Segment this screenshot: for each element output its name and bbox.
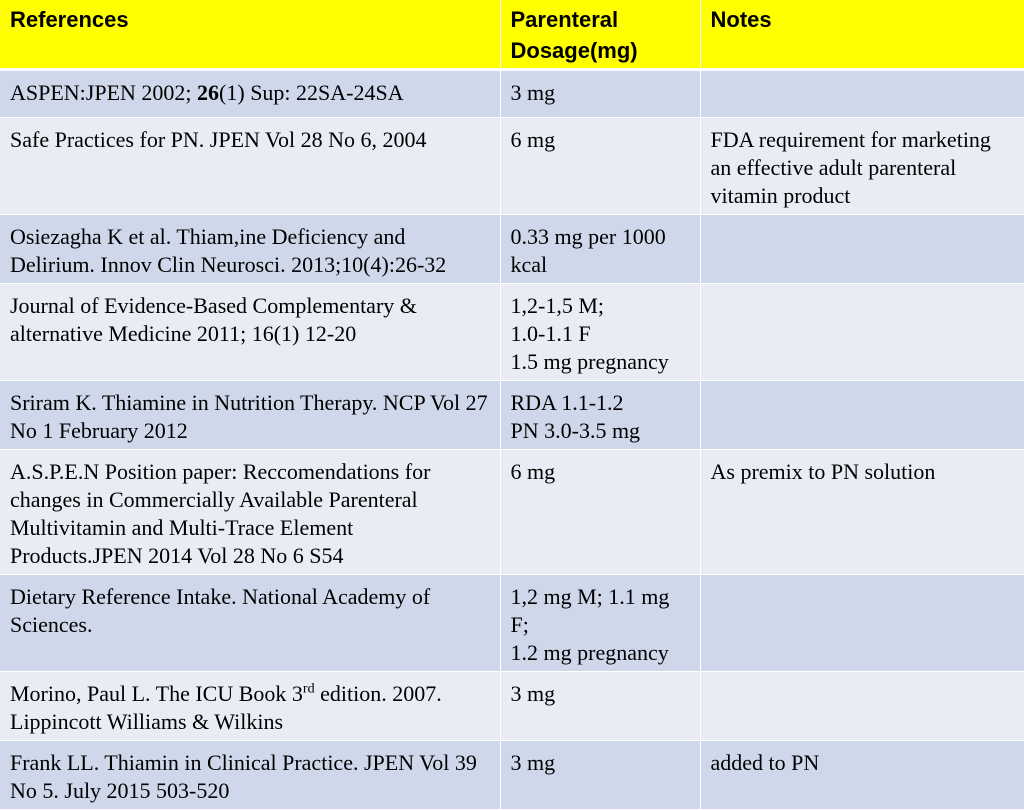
notes-cell — [700, 381, 1024, 450]
notes-cell: added to PN — [700, 741, 1024, 810]
notes-cell — [700, 70, 1024, 118]
table-row — [0, 70, 1024, 118]
reference-cell: Sriram K. Thiamine in Nutrition Therapy. NCP Vol 27 No 1 February 2012 — [0, 381, 500, 450]
dosage-cell: 6 mg — [500, 450, 700, 575]
dosage-cell: 3 mg — [500, 70, 700, 118]
reference-cell: Frank LL. Thiamin in Clinical Practice. JPEN Vol 39 No 5. July 2015 503-520 — [0, 741, 500, 810]
dosage-cell: 3 mg — [500, 672, 700, 741]
notes-cell — [700, 215, 1024, 284]
dosage-cell: 3 mg — [500, 741, 700, 810]
dosage-cell: 0.33 mg per 1000 kcal — [500, 215, 700, 284]
notes-cell — [700, 575, 1024, 672]
table-row — [0, 215, 1024, 284]
reference-cell: Dietary Reference Intake. National Academy of Sciences. — [0, 575, 500, 672]
dosage-cell: 6 mg — [500, 118, 700, 215]
header-references: References — [0, 0, 500, 70]
header-notes: Notes — [700, 0, 1024, 70]
reference-cell: Morino, Paul L. The ICU Book 3rd edition. 2007. Lippincott Williams & Wilkins — [0, 672, 500, 741]
notes-cell: As premix to PN solution — [700, 450, 1024, 575]
dosage-cell: 1,2-1,5 M; 1.0-1.1 F 1.5 mg pregnancy — [500, 284, 700, 381]
header-row — [0, 0, 1024, 70]
reference-cell: A.S.P.E.N Position paper: Reccomendations for changes in Commercially Available Parenteral Multivitamin and Multi-Trace Element Products.JPEN 2014 Vol 28 No 6 S54 — [0, 450, 500, 575]
table-row — [0, 672, 1024, 741]
table-row — [0, 284, 1024, 381]
reference-cell: ASPEN:JPEN 2002; 26(1) Sup: 22SA-24SA — [0, 70, 500, 118]
dosage-cell: 1,2 mg M; 1.1 mg F; 1.2 mg pregnancy — [500, 575, 700, 672]
notes-cell: FDA requirement for marketing an effective adult parenteral vitamin product — [700, 118, 1024, 215]
table-row — [0, 741, 1024, 810]
dosage-cell: RDA 1.1-1.2 PN 3.0-3.5 mg — [500, 381, 700, 450]
reference-cell: Osiezagha K et al. Thiam,ine Deficiency and Delirium. Innov Clin Neurosci. 2013;10(4):26-32 — [0, 215, 500, 284]
notes-cell — [700, 672, 1024, 741]
reference-cell: Journal of Evidence-Based Complementary & alternative Medicine 2011; 16(1) 12-20 — [0, 284, 500, 381]
table-row — [0, 118, 1024, 215]
superscript: rd — [302, 681, 315, 697]
notes-cell — [700, 284, 1024, 381]
table-row — [0, 450, 1024, 575]
header-dosage: Parenteral Dosage(mg) — [500, 0, 700, 70]
volume-number: 26 — [197, 80, 220, 105]
reference-cell: Safe Practices for PN. JPEN Vol 28 No 6, 2004 — [0, 118, 500, 215]
table-row — [0, 381, 1024, 450]
table-row — [0, 575, 1024, 672]
